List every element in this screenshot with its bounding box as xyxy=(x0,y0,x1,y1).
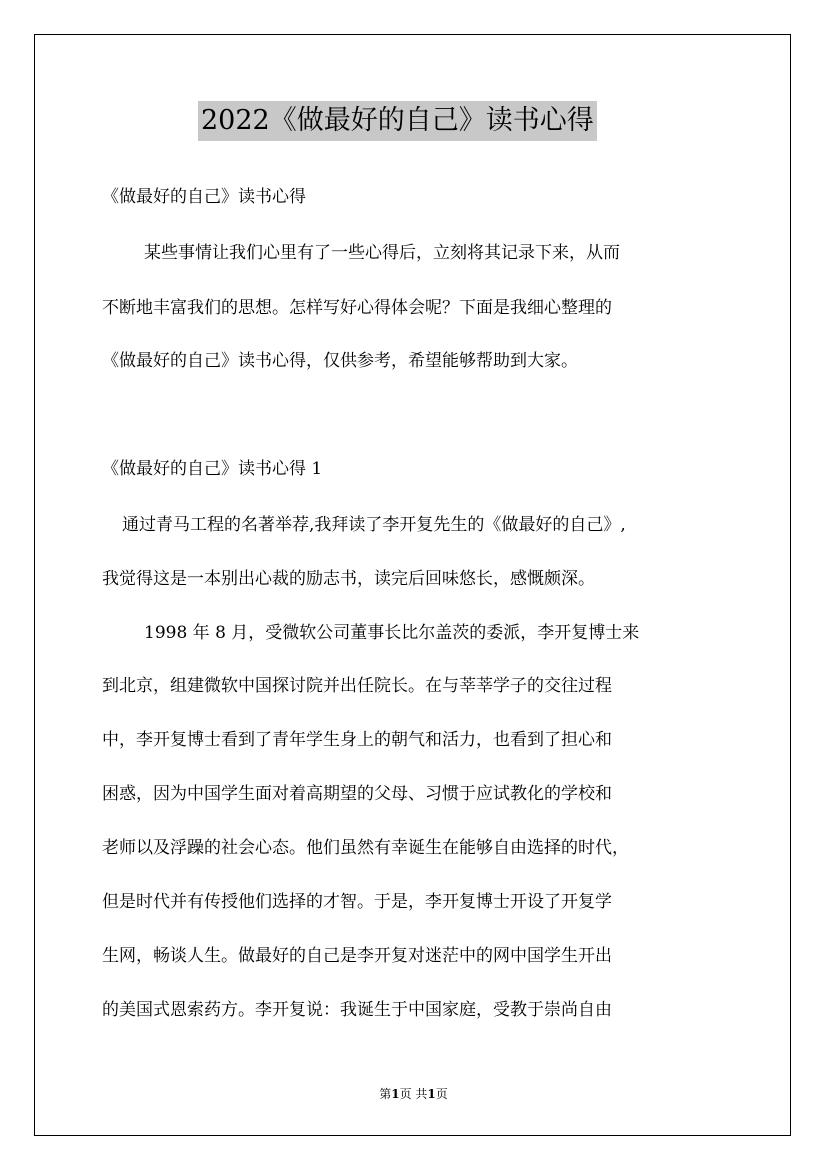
document-title: 2022《做最好的自己》读书心得 xyxy=(198,101,597,141)
para2-line-5: 老师以及浮躁的社会心态。他们虽然有幸诞生在能够自由选择的时代， xyxy=(102,838,629,858)
para2-line-4: 困惑，因为中国学生面对着高期望的父母、习惯于应试教化的学校和 xyxy=(102,784,612,804)
footer-page-number: 1 xyxy=(391,1087,400,1101)
footer-mid: 页 共 xyxy=(399,1087,428,1101)
footer-prefix: 第 xyxy=(379,1087,392,1101)
intro-line-1: 某些事情让我们心里有了一些心得后，立刻将其记录下来，从而 xyxy=(144,243,620,263)
intro-line-3: 《做最好的自己》读书心得，仅供参考，希望能够帮助到大家。 xyxy=(102,351,578,371)
section-heading: 《做最好的自己》读书心得 1 xyxy=(102,459,323,479)
footer-suffix: 页 xyxy=(435,1087,448,1101)
para2-line-7: 生网，畅谈人生。做最好的自己是李开复对迷茫中的网中国学生开出 xyxy=(102,946,612,966)
page-footer xyxy=(0,1085,827,1102)
para1-line-2: 我觉得这是一本别出心裁的励志书，读完后回味悠长，感慨颇深。 xyxy=(102,569,595,589)
para2-line-6: 但是时代并有传授他们选择的才智。于是，李开复博士开设了开复学 xyxy=(102,892,612,912)
subtitle: 《做最好的自己》读书心得 xyxy=(102,187,306,207)
para2-line-2: 到北京，组建微软中国探讨院并出任院长。在与莘莘学子的交往过程 xyxy=(102,676,612,696)
para1-line-1: 通过青马工程的名著举荐,我拜读了李开复先生的《做最好的自己》, xyxy=(122,515,626,535)
para2-line-1: 1998 年 8 月，受微软公司董事长比尔盖茨的委派，李开复博士来 xyxy=(144,623,640,643)
para2-line-8: 的美国式恩索药方。李开复说：我诞生于中国家庭，受教于崇尚自由 xyxy=(102,1000,612,1020)
intro-line-2: 不断地丰富我们的思想。怎样写好心得体会呢？下面是我细心整理的 xyxy=(102,298,612,318)
footer-page-total: 1 xyxy=(427,1087,436,1101)
para2-line-3: 中，李开复博士看到了青年学生身上的朝气和活力，也看到了担心和 xyxy=(102,730,612,750)
